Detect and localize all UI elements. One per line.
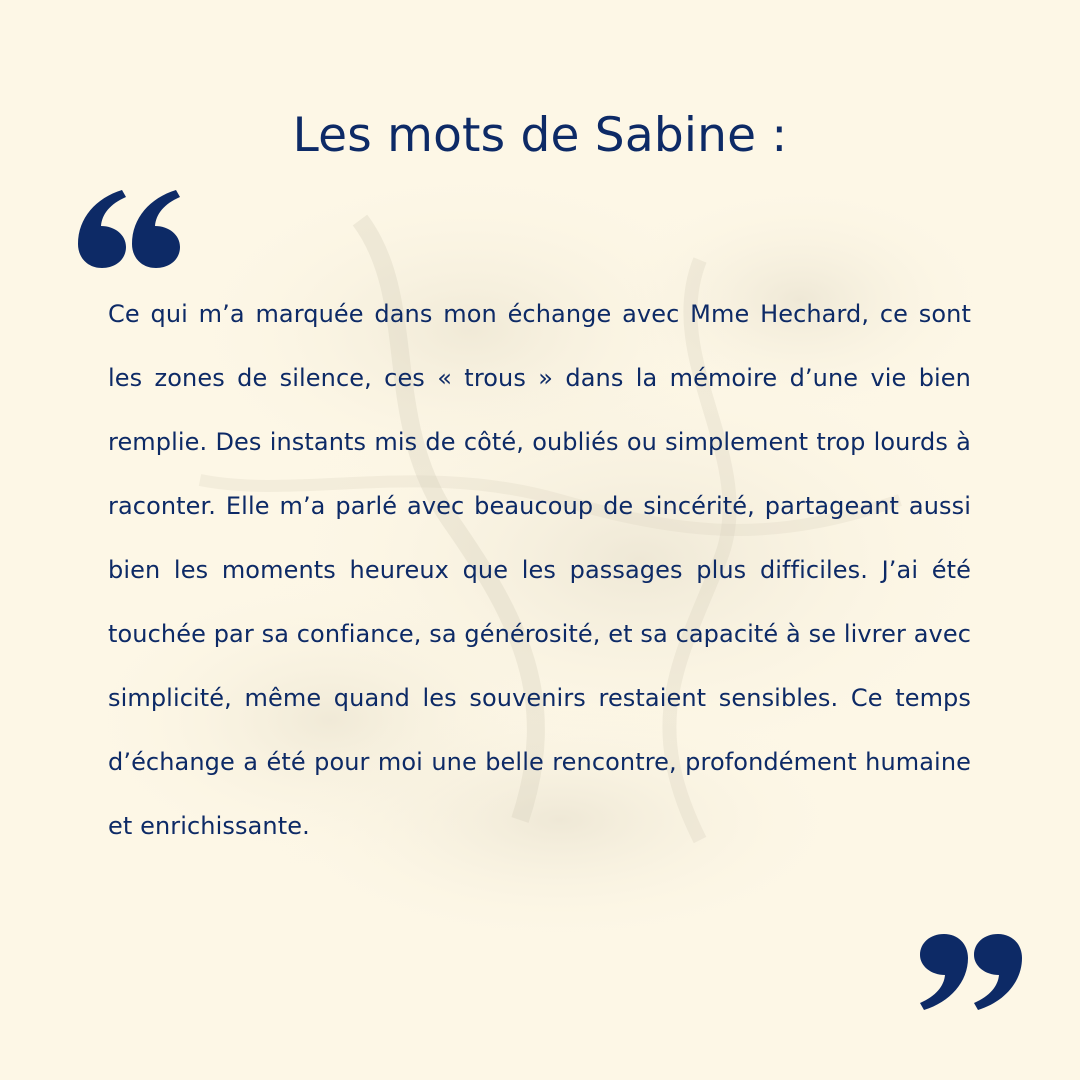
testimonial-text: Ce qui m’a marquée dans mon échange avec Mme Hechard, ce sont les zones de silence, ces « trous » dans la mémoire d’une vie bien remplie. Des instants mis de côté, oubliés ou simplement trop lourds à raconter. Elle m’a parlé avec beaucoup de sincérité, partageant aussi bien les moments heureux que les passages plus difficiles. J’ai été touchée par sa confiance, sa générosité, et sa capacité à se livrer avec simplicité, même quand les souvenirs restaient sensibles. Ce temps d’échange a été pour moi une belle rencontre, profondément humaine et enrichissante. [108,300,971,840]
page-title: Les mots de Sabine : [292,108,788,163]
opening-quote-icon [76,188,180,268]
closing-quote-icon [920,934,1024,1012]
